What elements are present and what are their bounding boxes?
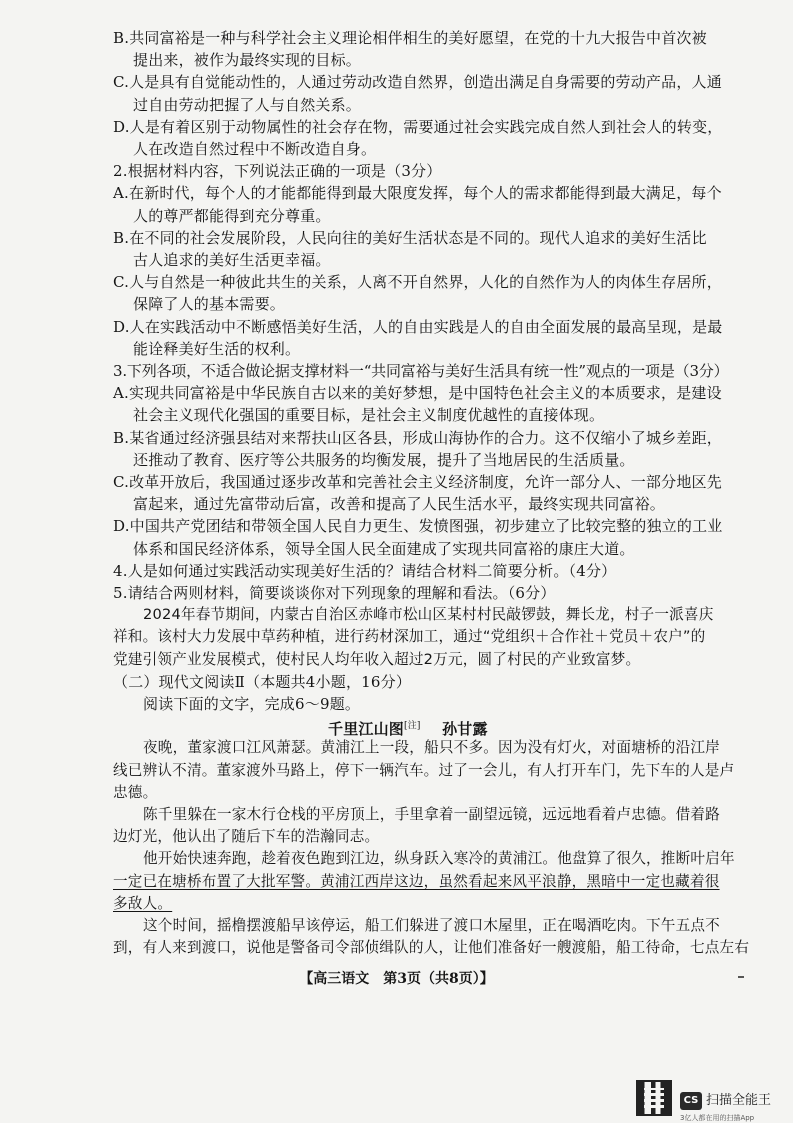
q3-option-a-line-2: 社会主义现代化强国的重要目标，是社会主义制度优越性的直接体现。 <box>133 406 605 425</box>
question-4: 4.人是如何通过实践活动实现美好生活的？请结合材料二简要分析。（4分） <box>113 561 617 580</box>
story-para-1-line-1: 夜晚，董家渡口江风萧瑟。黄浦江上一段，船只不多。因为没有灯火，对面塘桥的沿江岸 <box>143 739 720 757</box>
q2-option-a-line-2: 人的尊严都能得到充分尊重。 <box>133 206 331 225</box>
option-d-line-1: D.人是有着区别于动物属性的社会存在物，需要通过社会实践完成自然人到社会人的转变， <box>113 117 723 136</box>
footer-dash <box>738 976 744 978</box>
section-instruction: 阅读下面的文字，完成6～9题。 <box>143 695 361 713</box>
q2-option-a-line-1: A.在新时代，每个人的才能都能得到最大限度发挥，每个人的需求都能得到最大满足，每个 <box>113 184 722 203</box>
page-footer: 【高三语文 第3页（共8页）】 <box>299 971 494 988</box>
story-para-2-line-1: 陈千里躲在一家木行仓栈的平房顶上，手里拿着一副望远镜，远远地看着卢忠德。借着路 <box>143 806 720 823</box>
story-title <box>328 716 488 739</box>
camscanner-logo-icon: CS <box>680 1092 702 1110</box>
story-title-text: 千里江山图 <box>328 720 405 739</box>
story-para-3-line-1: 他开始快速奔跑，趁着夜色跑到江边，纵身跃入寒冷的黄浦江。他盘算了很久，推断叶启年 <box>143 850 735 868</box>
option-b-line-2: 提出来，被作为最终实现的目标。 <box>133 51 362 70</box>
story-title-note: [注] <box>404 721 421 732</box>
q3-option-d-line-1: D.中国共产党团结和带领全国人民自力更生、发愤图强，初步建立了比较完整的独立的工业 <box>113 517 723 536</box>
q3-option-c-line-2: 富起来，通过先富带动后富，改善和提高了人民生活水平，最终实现共同富裕。 <box>133 495 666 514</box>
option-d-line-2: 人在改造自然过程中不断改造自身。 <box>133 140 377 158</box>
q3-option-b-line-1: B.某省通过经济强县结对来帮扶山区各县，形成山海协作的合力。这不仅缩小了城乡差距， <box>113 428 722 447</box>
q5-material-line-2: 祥和。该村大力发展中草药种植，进行药材深加工，通过“党组织＋合作社＋党员＋农户”的 <box>113 628 706 646</box>
section-heading: （二）现代文阅读Ⅱ（本题共4小题，16分） <box>113 672 412 691</box>
q3-option-d-line-2: 体系和国民经济体系，领导全国人民全面建成了实现共同富裕的康庄大道。 <box>133 539 635 558</box>
q2-option-d-line-2: 能诠释美好生活的权利。 <box>133 339 301 358</box>
question-2: 2.根据材料内容，下列说法正确的一项是（3分） <box>113 162 442 181</box>
q2-option-b-line-2: 古人追求的美好生活更幸福。 <box>133 251 331 269</box>
q2-option-b-line-1: B.在不同的社会发展阶段，人民向往的美好生活状态是不同的。现代人追求的美好生活比 <box>113 228 707 247</box>
question-5: 5.请结合两则材料，简要谈谈你对下列现象的理解和看法。（6分） <box>113 584 556 602</box>
story-para-2-line-2: 边灯光，他认出了随后下车的浩瀚同志。 <box>113 828 380 846</box>
q5-material-line-1: 2024年春节期间，内蒙古自治区赤峰市松山区某村村民敲锣鼓，舞长龙，村子一派喜庆 <box>143 606 714 624</box>
story-para-3-line-3: 多敌人。 <box>113 894 173 912</box>
q3-option-b-line-2: 还推动了教育、医疗等公共服务的均衡发展，提升了当地居民的生活质量。 <box>133 450 635 469</box>
q3-option-a-line-1: A.实现共同富裕是中华民族自古以来的美好梦想，是中国特色社会主义的本质要求，是建设 <box>113 384 722 403</box>
q2-option-c-line-2: 保障了人的基本需要。 <box>133 295 286 314</box>
story-para-4-line-1: 这个时间，摇橹摆渡船早该停运，船工们躲进了渡口木屋里，正在喝酒吃肉。下午五点不 <box>143 917 720 934</box>
story-para-3-line-2: 一定已在塘桥布置了大批军警。黄浦江西岸这边，虽然看起来风平浪静，黑暗中一定也藏着很 <box>113 872 720 890</box>
q2-option-d-line-1: D.人在实践活动中不断感悟美好生活，人的自由实践是人的自由全面发展的最高呈现，是最 <box>113 317 723 336</box>
story-para-1-line-3: 忠德。 <box>113 783 158 801</box>
story-author: 孙甘露 <box>442 720 488 739</box>
q5-material-line-3: 党建引领产业发展模式，使村民人均年收入超过2万元，圆了村民的产业致富梦。 <box>113 650 641 668</box>
option-c-line-2: 过自由劳动把握了人与自然关系。 <box>133 95 362 114</box>
story-para-1-line-2: 线已辨认不清。董家渡外马路上，停下一辆汽车。过了一会儿，有人打开车门，先下车的人是卢 <box>113 761 735 779</box>
camscanner-tagline: 3亿人都在用的扫描App <box>680 1114 755 1122</box>
qr-code-icon <box>636 1080 672 1116</box>
q2-option-c-line-1: C.人与自然是一种彼此共生的关系，人离不开自然界，人化的自然作为人的肉体生存居所， <box>113 273 722 292</box>
q3-option-c-line-1: C.改革开放后，我国通过逐步改革和完善社会主义经济制度，允许一部分人、一部分地区先 <box>113 473 722 491</box>
question-3: 3.下列各项，不适合做论据支撑材料一“共同富裕与美好生活具有统一性”观点的一项是（3分） <box>113 362 729 380</box>
camscanner-name: 扫描全能王 <box>706 1093 772 1108</box>
story-para-4-line-2: 到，有人来到渡口，说他是警备司令部侦缉队的人，让他们准备好一艘渡船，船工待命，七点左右 <box>113 939 750 957</box>
option-c-line-1: C.人是具有自觉能动性的，人通过劳动改造自然界，创造出满足自身需要的劳动产品，人通 <box>113 73 722 92</box>
option-b-line-1: B.共同富裕是一种与科学社会主义理论相伴相生的美好愿望，在党的十九大报告中首次被 <box>113 29 707 47</box>
